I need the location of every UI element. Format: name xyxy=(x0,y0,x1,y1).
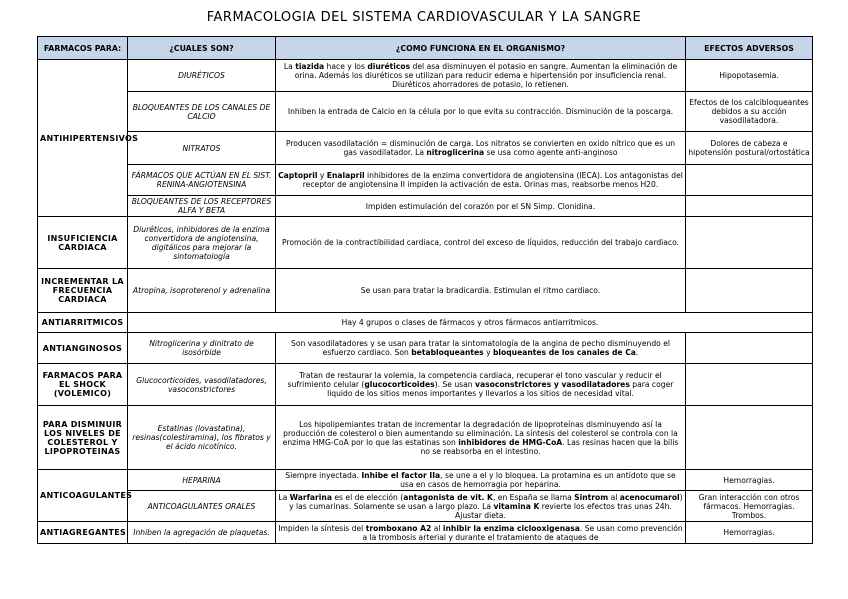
drug-name: BLOQUEANTES DE LOS RECEPTORES ALFA Y BETA xyxy=(128,196,276,217)
table-row xyxy=(38,165,813,196)
header-cuales-son: ¿CUALES SON? xyxy=(128,37,276,60)
mechanism: La Warfarina es el de elección (antagonista de vit. K, en España se llama Sintrom al acenocumarol) y las cumarinas. Solamente se usan a largo plazo. La vitamina K revierte los efectos tras unas 24h. Ajustar dieta. xyxy=(276,491,686,522)
page-title: FARMACOLOGIA DEL SISTEMA CARDIOVASCULAR Y LA SANGRE xyxy=(206,10,642,25)
mechanism: Siempre inyectada. Inhibe el factor IIa, se une a el y lo bloquea. La protamina es un antídoto que se usa en casos de hemorragia por heparina. xyxy=(276,470,686,491)
group-colesterol: PARA DISMINUIR LOS NIVELES DE COLESTEROL Y LIPOPROTEINAS xyxy=(38,406,128,470)
drug-name: Atropina, isoproterenol y adrenalina xyxy=(128,269,276,313)
group-antiarritmicos: ANTIARRITMICOS xyxy=(38,313,128,333)
table-row xyxy=(38,196,813,217)
adverse-effects: Hemorragias. xyxy=(686,522,813,544)
adverse-effects: Efectos de los calcibloqueantes debidos a su acción vasodilatadora. xyxy=(686,92,813,132)
header-farmacos-para: FARMACOS PARA: xyxy=(38,37,128,60)
drug-name: Glucocorticoides, vasodilatadores, vasoconstrictores xyxy=(128,364,276,406)
drug-name: HEPARINA xyxy=(128,470,276,491)
adverse-effects xyxy=(686,333,813,364)
table-row xyxy=(38,491,813,522)
table-row xyxy=(38,269,813,313)
mechanism: Impiden estimulación del corazón por el SN Simp. Clonidina. xyxy=(276,196,686,217)
table-row xyxy=(38,313,813,333)
table-row xyxy=(38,60,813,92)
pharmacology-table xyxy=(37,36,813,544)
adverse-effects xyxy=(686,217,813,269)
mechanism: Inhiben la entrada de Calcio en la célula por lo que evita su contracción. Disminución de la poscarga. xyxy=(276,92,686,132)
mechanism: Son vasodilatadores y se usan para tratar la sintomatología de la angina de pecho disminuyendo el esfuerzo cardiaco. Son betabloqueantes y bloqueantes de los canales de Ca. xyxy=(276,333,686,364)
drug-name: ANTICOAGULANTES ORALES xyxy=(128,491,276,522)
mechanism: Hay 4 grupos o clases de fármacos y otros fármacos antiarritmicos. xyxy=(128,313,813,333)
mechanism: Captopril y Enalapril inhibidores de la enzima convertidora de angiotensina (IECA). Los antagonistas del receptor de angiotensina II impiden la activación de esta. Orinas mas, reabsorbe menos H20. xyxy=(276,165,686,196)
adverse-effects xyxy=(686,196,813,217)
table-row xyxy=(38,92,813,132)
table-row xyxy=(38,406,813,470)
adverse-effects xyxy=(686,364,813,406)
mechanism: Producen vasodilatación = disminución de carga. Los nitratos se convierten en oxido nítrico que es un gas vasodilatador. La nitroglicerina se usa como agente anti-anginoso xyxy=(276,132,686,165)
table-row xyxy=(38,522,813,544)
table-row xyxy=(38,364,813,406)
group-shock: FARMACOS PARA EL SHOCK (VOLEMICO) xyxy=(38,364,128,406)
mechanism: La tiazida hace y los diuréticos del asa disminuyen el potasio en sangre. Aumentan la eliminación de orina. Además los diuréticos se utilizan para reducir edema e hipertensión por insuficiencia renal. Diuréticos ahorradores de potasio, lo retienen. xyxy=(276,60,686,92)
drug-name: Nitroglicerina y dinitrato de isosórbide xyxy=(128,333,276,364)
drug-name: Estatinas (lovastatina), resinas(colestiramina), los fibratos y el ácido nicotínico. xyxy=(128,406,276,470)
group-antihipertensivos: ANTIHIPERTENSIVOS xyxy=(38,60,128,217)
group-antiagregantes: ANTIAGREGANTES xyxy=(38,522,128,544)
drug-name: FÁRMACOS QUE ACTÚAN EN EL SIST. RENINA-ANGIOTENSINA xyxy=(128,165,276,196)
adverse-effects: Hemorragias. xyxy=(686,470,813,491)
adverse-effects xyxy=(686,165,813,196)
table-row xyxy=(38,132,813,165)
table-header-row xyxy=(38,37,813,60)
group-anticoagulantes: ANTICOAGULANTES xyxy=(38,470,128,522)
adverse-effects: Hipopotasemia. xyxy=(686,60,813,92)
adverse-effects: Dolores de cabeza e hipotensión postural/ortostática xyxy=(686,132,813,165)
group-insuficiencia-cardiaca: INSUFICIENCIA CARDIACA xyxy=(38,217,128,269)
group-antianginosos: ANTIANGINOSOS xyxy=(38,333,128,364)
drug-name: BLOQUEANTES DE LOS CANALES DE CALCIO xyxy=(128,92,276,132)
table-row xyxy=(38,470,813,491)
drug-name: Inhiben la agregación de plaquetas. xyxy=(128,522,276,544)
table-row xyxy=(38,217,813,269)
mechanism: Los hipolipemiantes tratan de incrementar la degradación de lipoproteínas disminuyendo así la producción de colesterol o bien aumentando su eliminación. La síntesis del colesterol se controla con la enzima HMG-CoA por lo que las estatinas son inhibidores de HMG-CoA. Las resinas hacen que la bilis no se reabsorba en el intestino. xyxy=(276,406,686,470)
adverse-effects: Gran interacción con otros fármacos. Hemorragias. Trombos. xyxy=(686,491,813,522)
header-como-funciona: ¿COMO FUNCIONA EN EL ORGANISMO? xyxy=(276,37,686,60)
drug-name: Diuréticos, inhibidores de la enzima convertidora de angiotensina, digitálicos para mejorar la sintomatología xyxy=(128,217,276,269)
adverse-effects xyxy=(686,406,813,470)
mechanism: Promoción de la contractibilidad cardiaca, control del exceso de líquidos, reducción del trabajo cardiaco. xyxy=(276,217,686,269)
adverse-effects xyxy=(686,269,813,313)
mechanism: Se usan para tratar la bradicardia. Estimulan el ritmo cardiaco. xyxy=(276,269,686,313)
group-incrementar-frecuencia: INCREMENTAR LA FRECUENCIA CARDIACA xyxy=(38,269,128,313)
drug-name: DIURÉTICOS xyxy=(128,60,276,92)
table-row xyxy=(38,333,813,364)
mechanism: Impiden la síntesis del tromboxano A2 al inhibir la enzima ciclooxigenasa. Se usan como prevención a la trombosis arterial y durante el tratamiento de ataques de xyxy=(276,522,686,544)
drug-name: NITRATOS xyxy=(128,132,276,165)
header-efectos-adversos: EFECTOS ADVERSOS xyxy=(686,37,813,60)
mechanism: Tratan de restaurar la volemia, la competencia cardiaca, recuperar el tono vascular y reducir el sufrimiento celular (glucocorticoides). Se usan vasoconstrictores y vasodilatadores para coger liquido de los sitios menos importantes y llevarlos a los sitios de necesidad vital. xyxy=(276,364,686,406)
